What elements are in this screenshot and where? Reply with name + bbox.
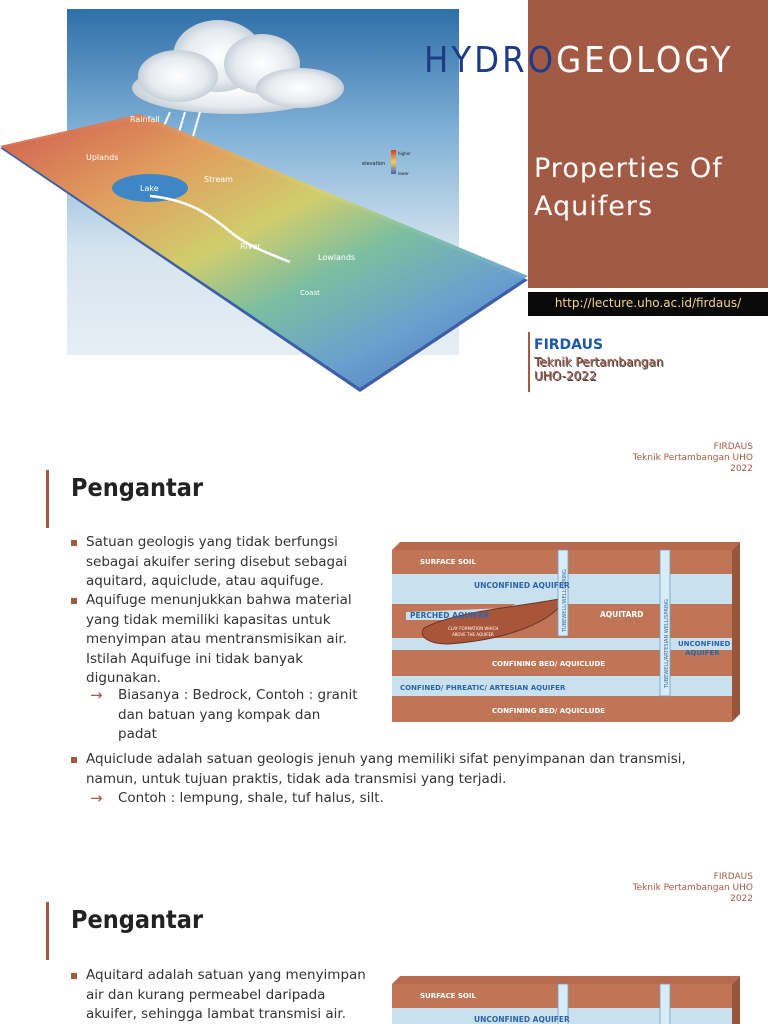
text-line: Contoh : lempung, shale, tuf halus, silt. [118, 790, 384, 806]
layer-surface-soil: SURFACE SOIL [420, 558, 476, 566]
clay-lens-label-2: ABOVE THE AQUIFER [452, 632, 494, 637]
title-part-geology: GEOLOGY [556, 40, 734, 81]
corner-dept: Teknik Pertambangan UHO [632, 883, 753, 893]
elevation-legend-bar [391, 150, 396, 174]
label-lake: Lake [140, 184, 159, 193]
bullet-aquifuge [86, 591, 386, 689]
text-line: Aquitard adalah satuan yang menyimpan [86, 967, 366, 983]
text-line: Aquifuge menunjukkan bahwa material [86, 592, 352, 608]
title-part-hydro: HYDRO [424, 40, 557, 81]
label-lowlands: Lowlands [318, 253, 356, 262]
well-label-1: TUBEWELL/WELL/SPRING [562, 569, 568, 632]
well-label-2: TUBEWELL/ARTESIAN WELL/SPRING [664, 599, 670, 688]
label-uplands: Uplands [86, 153, 119, 162]
aquifer-cross-section-diagram [388, 974, 744, 1024]
layer-confined-aquifer: CONFINED/ PHREATIC/ ARTESIAN AQUIFER [400, 684, 566, 692]
layer-confining-bed-2: CONFINING BED/ AQUICLUDE [492, 707, 606, 715]
cloud-icon [132, 20, 344, 114]
text-line: dan batuan yang kompak dan [118, 706, 321, 723]
author-divider [528, 332, 530, 392]
bullet-square-icon [71, 540, 77, 546]
layer-surface-soil: SURFACE SOIL [420, 992, 476, 1000]
corner-dept: Teknik Pertambangan UHO [632, 453, 753, 463]
slide-title: Pengantar [71, 473, 204, 502]
slide-pengantar-2 [0, 862, 768, 1024]
layer-unconfined-aquifer: UNCONFINED AQUIFER [474, 1015, 570, 1024]
cover-slide [0, 0, 768, 400]
slide-title: Pengantar [71, 905, 204, 934]
corner-author: FIRDAUS [713, 872, 753, 882]
slide-pengantar-1 [0, 428, 768, 828]
text-line: menyimpan atau mentransmisikan air. [86, 631, 348, 647]
bullet-square-icon [71, 757, 77, 763]
text-line: Aquiclude adalah satuan geologis jenuh yang memiliki sifat penyimpanan dan transmisi, [86, 751, 686, 767]
corner-year: 2022 [730, 464, 753, 474]
layer-unconfined-right-1: UNCONFINED [678, 640, 731, 648]
arrow-right-icon: → [90, 686, 103, 704]
subtitle [534, 150, 764, 226]
subtitle-line-2: Aquifers [534, 191, 654, 222]
layer-perched-aquifer: PERCHED AQUIFER [410, 611, 490, 620]
bullet-square-icon [71, 973, 77, 979]
text-line: Biasanya : Bedrock, Contoh : granit [118, 687, 358, 703]
main-title [424, 40, 768, 81]
text-line: digunakan. [86, 670, 161, 686]
layer-confining-bed-1: CONFINING BED/ AQUICLUDE [492, 660, 606, 668]
title-accent-bar [46, 902, 49, 960]
bullet-aquitard-intro [86, 533, 386, 592]
bullet-aquiclude [86, 750, 736, 789]
label-rainfall: Rainfall [130, 115, 160, 124]
label-stream: Stream [204, 175, 233, 184]
title-accent-bar [46, 470, 49, 528]
text-line: air dan kurang permeabel daripada [86, 986, 326, 1003]
label-lower: lower [398, 171, 409, 176]
text-line: namun, untuk tujuan praktis, tidak ada transmisi yang terjadi. [86, 770, 507, 787]
text-line: Satuan geologis yang tidak berfungsi [86, 534, 338, 550]
layer-unconfined-aquifer: UNCONFINED AQUIFER [474, 581, 570, 590]
clay-lens-label-1: CLAY FORMATION WHICH [448, 626, 499, 631]
aquifer-cross-section-diagram [388, 540, 744, 724]
sub-bullet-aquifuge-example [90, 686, 388, 745]
arrow-right-icon: → [90, 789, 103, 807]
author-dept-line-2: UHO-2022 [534, 369, 597, 383]
lecture-url-link[interactable]: http://lecture.uho.ac.id/firdaus/ [554, 296, 742, 310]
author-dept-line-1: Teknik Pertambangan [534, 355, 664, 369]
corner-author: FIRDAUS [713, 442, 753, 452]
corner-year: 2022 [730, 894, 753, 904]
text-line: yang tidak memiliki kapasitas untuk [86, 611, 331, 628]
bullet-square-icon [71, 598, 77, 604]
label-higher: higher [398, 151, 411, 156]
text-line: Istilah Aquifuge ini tidak banyak [86, 650, 304, 667]
bullet-aquitard-definition [86, 966, 386, 1024]
layer-unconfined-right-2: AQUIFER [685, 649, 720, 657]
corner-footer [633, 872, 753, 905]
text-line: sebagai akuifer sering disebut sebagai [86, 553, 348, 570]
sub-bullet-aquiclude-example [90, 789, 718, 809]
author-affiliation [534, 355, 663, 383]
label-river: River [240, 242, 261, 251]
text-line: akuifer, sehingga lambat transmisi air. [86, 1006, 346, 1022]
text-line: padat [118, 726, 157, 742]
label-coast: Coast [300, 289, 320, 297]
layer-aquitard: AQUITARD [600, 610, 644, 619]
subtitle-line-1: Properties Of [534, 153, 723, 184]
text-line: aquitard, aquiclude, atau aquifuge. [86, 573, 324, 589]
label-elevation: elevation [362, 161, 386, 167]
author-name: FIRDAUS [534, 337, 604, 353]
corner-footer [633, 442, 753, 475]
